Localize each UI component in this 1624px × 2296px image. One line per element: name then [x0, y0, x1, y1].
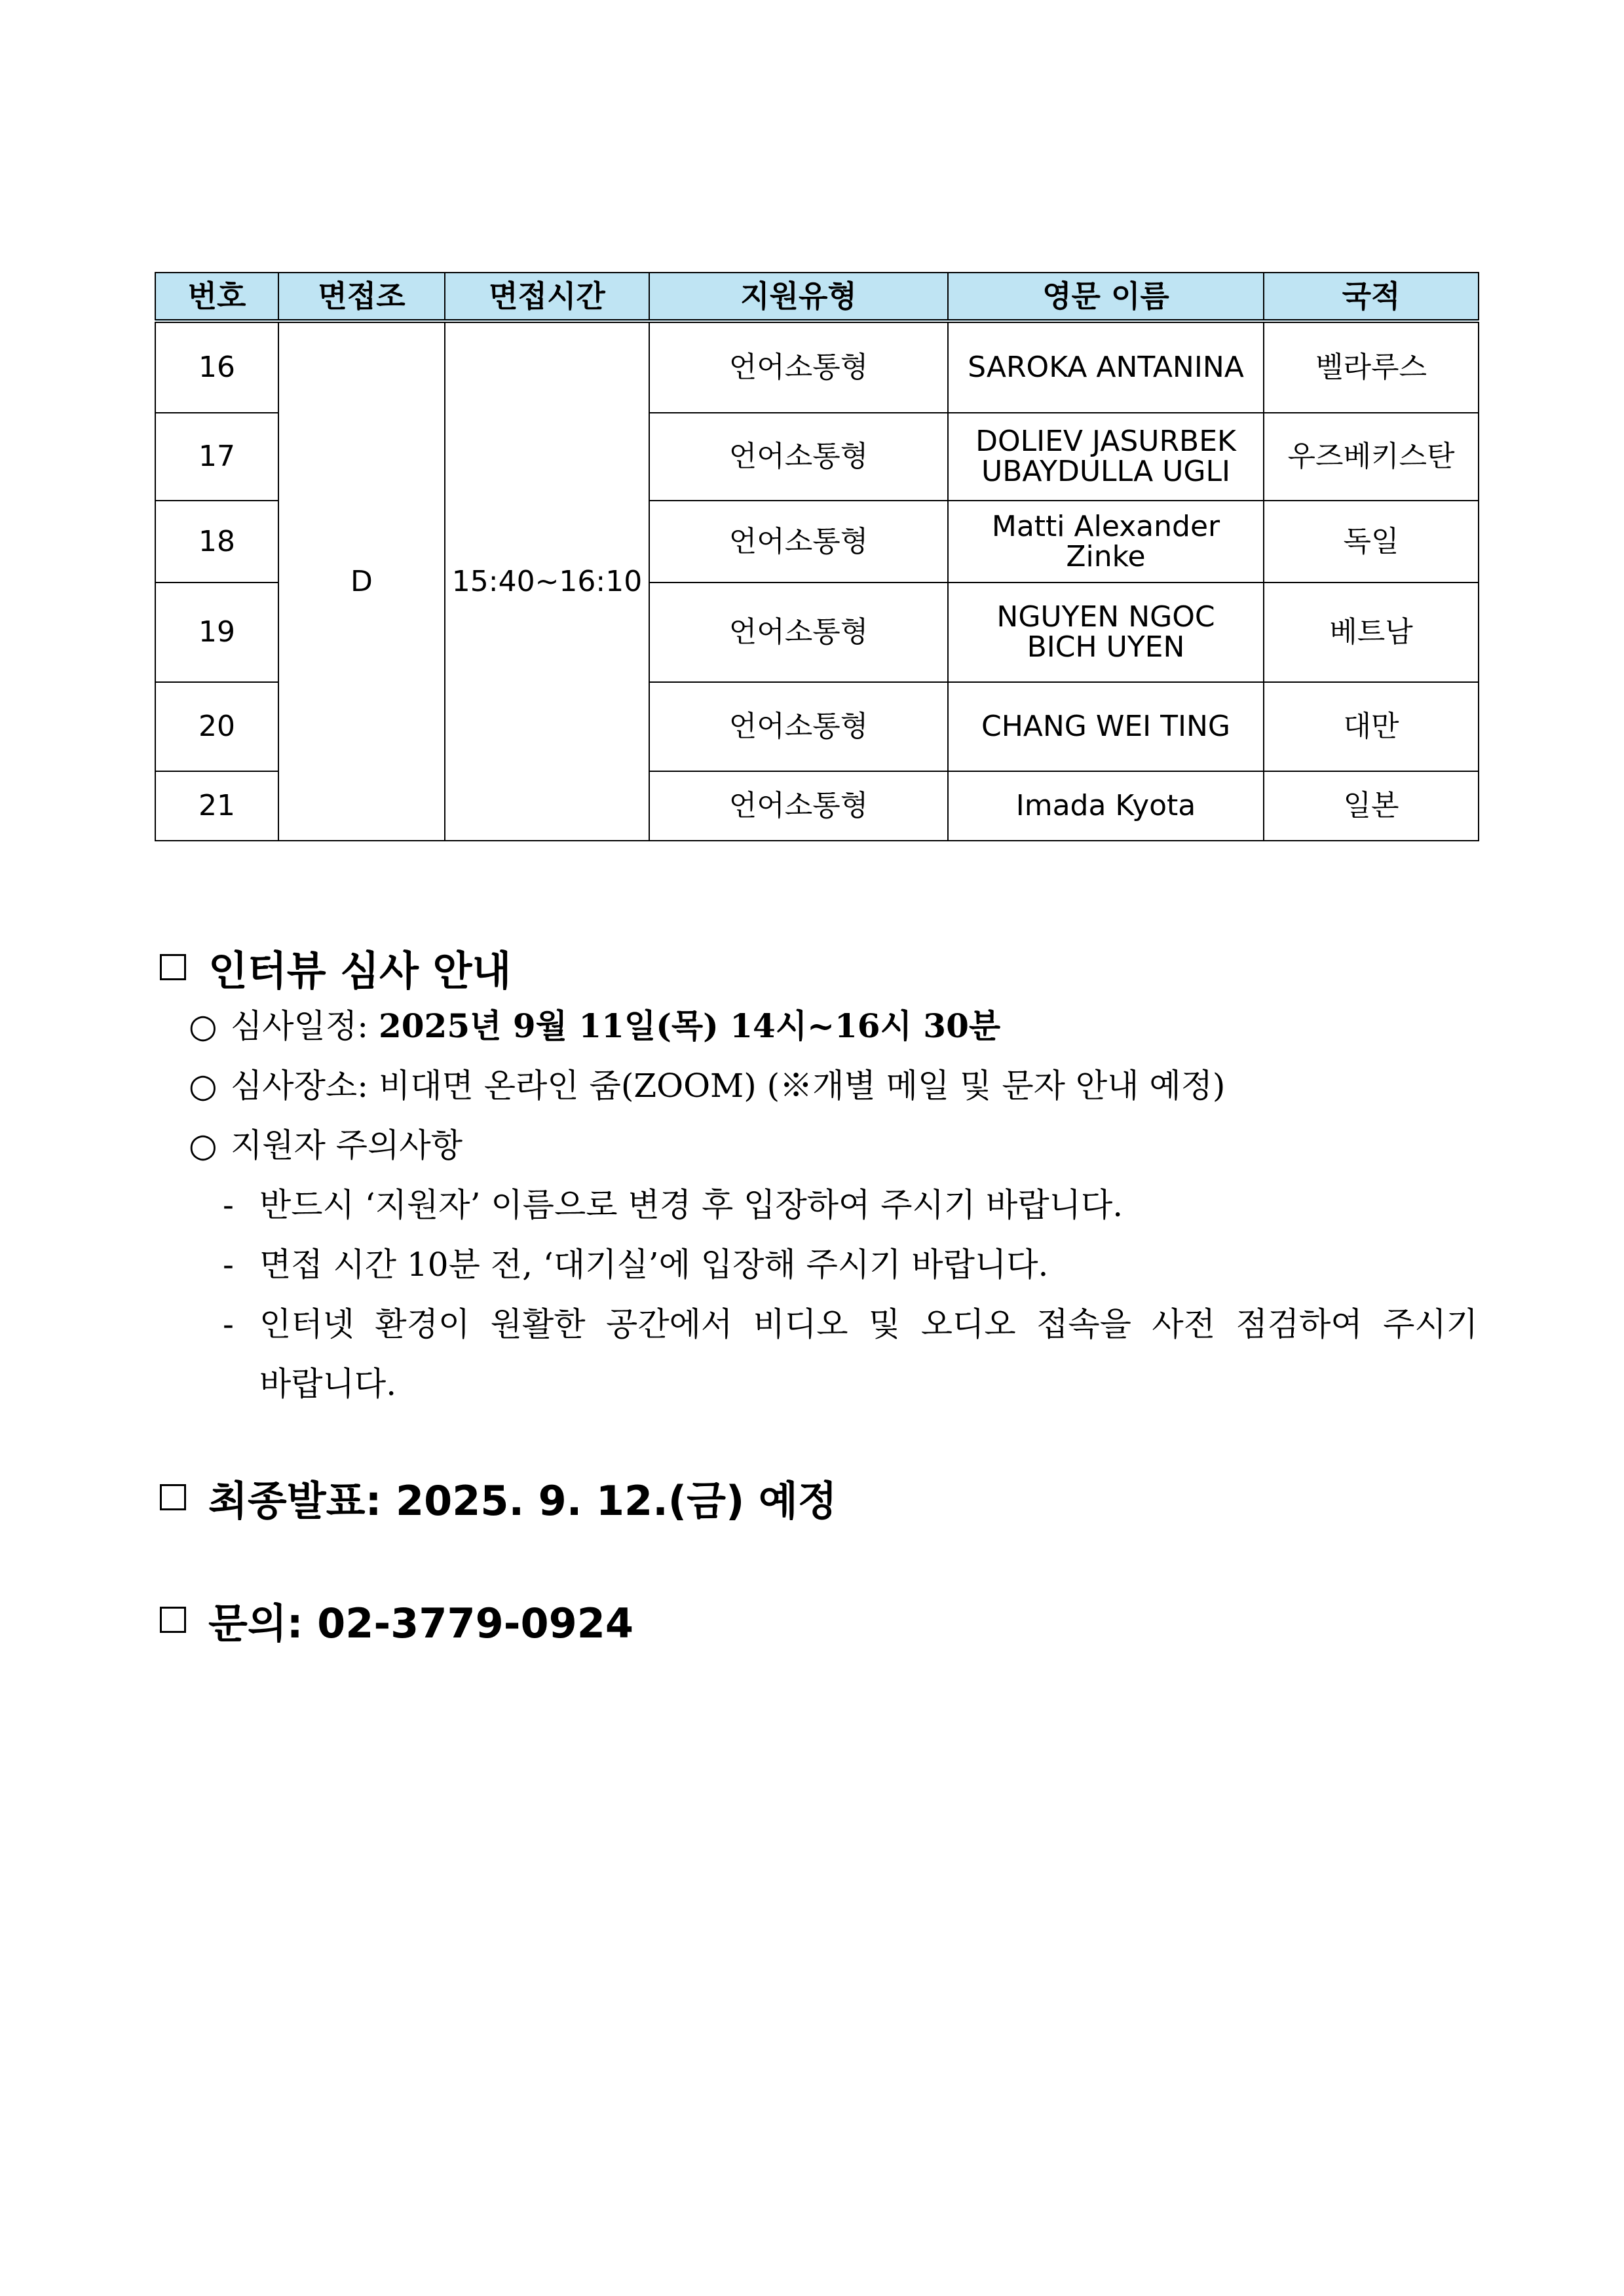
row-type: 언어소통형 [649, 583, 948, 682]
interview-title [160, 941, 1490, 993]
announcement-text: 최종발표: 2025. 9. 12.(금) 예정 [208, 1476, 837, 1525]
row-nationality: 일본 [1264, 771, 1479, 841]
dash-icon: - [223, 1246, 234, 1284]
row-no: 21 [155, 771, 278, 841]
circle-bullet-icon: ○ [189, 1126, 217, 1164]
row-type: 언어소통형 [649, 771, 948, 841]
row-name: SAROKA ANTANINA [948, 321, 1264, 413]
header-group: 면접조 [278, 273, 445, 321]
interview-title-text: 인터뷰 심사 안내 [208, 946, 512, 995]
row-name: Matti Alexander Zinke [948, 501, 1264, 583]
circle-bullet-icon: ○ [189, 1067, 217, 1105]
square-bullet-icon [160, 1484, 186, 1510]
row-nationality: 벨라루스 [1264, 321, 1479, 413]
applicant-table [155, 272, 1479, 841]
circle-bullet-icon: ○ [189, 1007, 217, 1045]
contact-title [160, 1594, 1490, 1646]
row-no: 19 [155, 583, 278, 682]
header-nationality: 국적 [1264, 273, 1479, 321]
row-name: CHANG WEI TING [948, 682, 1264, 771]
row-name: NGUYEN NGOC BICH UYEN [948, 583, 1264, 682]
dash-icon: - [223, 1305, 234, 1343]
contact-section [160, 1594, 1490, 1646]
schedule-line [189, 1006, 1000, 1046]
notes-title: 지원자 주의사항 [231, 1126, 463, 1164]
row-type: 언어소통형 [649, 682, 948, 771]
table-header-row [155, 273, 1479, 321]
announcement-title [160, 1471, 1490, 1523]
place-line [189, 1066, 1225, 1105]
row-nationality: 독일 [1264, 501, 1479, 583]
square-bullet-icon [160, 954, 186, 980]
group-cell: D [278, 321, 445, 841]
schedule-label: 심사일정: [231, 1007, 379, 1045]
table-row [155, 321, 1479, 413]
header-type: 지원유형 [649, 273, 948, 321]
note-1: 반드시 ‘지원자’ 이름으로 변경 후 입장하여 주시기 바랍니다. [259, 1186, 1124, 1224]
row-type: 언어소통형 [649, 413, 948, 501]
dash-icon: - [223, 1186, 234, 1224]
row-nationality: 대만 [1264, 682, 1479, 771]
square-bullet-icon [160, 1607, 186, 1633]
time-cell: 15:40~16:10 [445, 321, 649, 841]
row-nationality: 베트남 [1264, 583, 1479, 682]
announcement-section [160, 1471, 1490, 1523]
header-time: 면접시간 [445, 273, 649, 321]
row-type: 언어소통형 [649, 321, 948, 413]
row-type: 언어소통형 [649, 501, 948, 583]
header-name: 영문 이름 [948, 273, 1264, 321]
row-no: 16 [155, 321, 278, 413]
contact-text: 문의: 02-3779-0924 [208, 1599, 634, 1647]
row-no: 17 [155, 413, 278, 501]
note-3-line-2: 바랍니다. [259, 1365, 397, 1403]
note-2: 면접 시간 10분 전, ‘대기실’에 입장해 주시기 바랍니다. [259, 1246, 1049, 1284]
row-name: Imada Kyota [948, 771, 1264, 841]
row-no: 20 [155, 682, 278, 771]
note-3-line-1: 인터넷 환경이 원활한 공간에서 비디오 및 오디오 접속을 사전 점검하여 주시기 [259, 1305, 1478, 1343]
header-no: 번호 [155, 273, 278, 321]
place-text: 심사장소: 비대면 온라인 줌(ZOOM) (※개별 메일 및 문자 안내 예정) [231, 1067, 1226, 1105]
row-name: DOLIEV JASURBEK UBAYDULLA UGLI [948, 413, 1264, 501]
interview-section [160, 941, 1490, 993]
row-nationality: 우즈베키스탄 [1264, 413, 1479, 501]
schedule-value: 2025년 9월 11일(목) 14시~16시 30분 [378, 1006, 1001, 1045]
notes-title-line [189, 1126, 463, 1165]
row-no: 18 [155, 501, 278, 583]
